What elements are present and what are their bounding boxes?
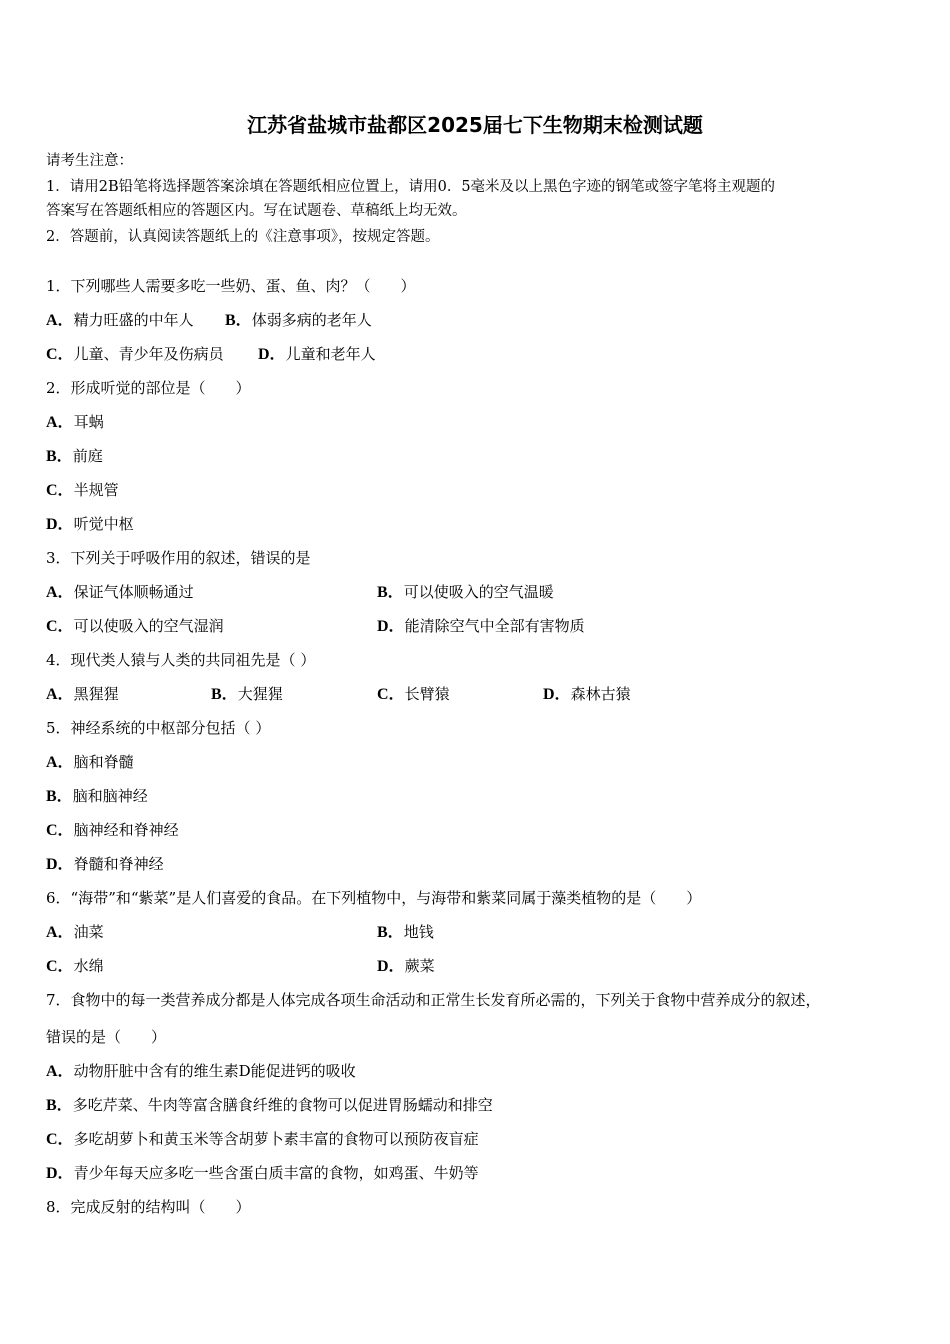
question-3-stem: 3．下列关于呼吸作用的叙述，错误的是 xyxy=(46,549,311,567)
q1-option-c xyxy=(46,344,224,365)
question-7-stem-cont: 错误的是（ ） xyxy=(46,1028,167,1046)
q4-option-d xyxy=(543,684,631,705)
option-text: 森林古猿 xyxy=(570,685,631,703)
q3-option-a xyxy=(46,582,194,603)
q7-option-d xyxy=(46,1163,479,1184)
option-letter: B． xyxy=(211,686,238,703)
q3-option-d xyxy=(377,616,585,637)
option-text: 脑神经和脊神经 xyxy=(73,821,179,839)
q4-option-a xyxy=(46,684,119,705)
option-letter: D． xyxy=(46,516,74,533)
option-text: 可以使吸入的空气湿润 xyxy=(73,617,224,635)
option-text: 多吃胡萝卜和黄玉米等含胡萝卜素丰富的食物可以预防夜盲症 xyxy=(73,1130,479,1148)
q6-option-a xyxy=(46,922,104,943)
option-letter: C． xyxy=(46,482,74,499)
option-letter: A． xyxy=(46,414,74,431)
q2-option-b xyxy=(46,446,103,467)
q1-option-d xyxy=(258,344,376,365)
option-letter: C． xyxy=(46,346,74,363)
option-text: 脑和脊髓 xyxy=(73,753,134,771)
q6-option-c xyxy=(46,956,104,977)
q1-option-a xyxy=(46,310,194,331)
option-letter: D． xyxy=(46,856,74,873)
option-text: 蕨菜 xyxy=(404,957,435,975)
option-text: 脑和脑神经 xyxy=(72,787,148,805)
option-text: 大猩猩 xyxy=(237,685,283,703)
option-text: 儿童、青少年及伤病员 xyxy=(73,345,224,363)
q5-option-c xyxy=(46,820,179,841)
q2-option-d xyxy=(46,514,134,535)
option-letter: D． xyxy=(46,1165,74,1182)
question-1-stem: 1．下列哪些人需要多吃一些奶、蛋、鱼、肉？（ ） xyxy=(46,277,416,295)
option-letter: B． xyxy=(377,584,404,601)
option-text: 青少年每天应多吃一些含蛋白质丰富的食物，如鸡蛋、牛奶等 xyxy=(73,1164,479,1182)
q3-option-c xyxy=(46,616,224,637)
option-text: 动物肝脏中含有的维生素D能促进钙的吸收 xyxy=(73,1062,356,1080)
q2-option-a xyxy=(46,412,104,433)
option-letter: D． xyxy=(258,346,286,363)
option-letter: A． xyxy=(46,584,74,601)
q4-option-c xyxy=(377,684,450,705)
q2-option-c xyxy=(46,480,119,501)
option-letter: B． xyxy=(225,312,252,329)
option-text: 长臂猿 xyxy=(404,685,450,703)
option-letter: A． xyxy=(46,754,74,771)
option-letter: C． xyxy=(46,822,74,839)
notice-item-1: 1．请用2B铅笔将选择题答案涂填在答题纸相应位置上，请用0．5毫米及以上黑色字迹的钢笔或签字笔将主观题的 xyxy=(46,179,776,195)
option-text: 地钱 xyxy=(403,923,434,941)
question-7-stem: 7．食物中的每一类营养成分都是人体完成各项生命活动和正常生长发育所必需的，下列关于食物中营养成分的叙述， xyxy=(46,991,821,1009)
q6-option-d xyxy=(377,956,435,977)
option-text: 多吃芹菜、牛肉等富含膳食纤维的食物可以促进胃肠蠕动和排空 xyxy=(72,1096,493,1114)
option-letter: D． xyxy=(543,686,571,703)
option-letter: C． xyxy=(46,1131,74,1148)
option-text: 油菜 xyxy=(73,923,104,941)
option-text: 保证气体顺畅通过 xyxy=(73,583,194,601)
q4-option-b xyxy=(211,684,283,705)
q5-option-b xyxy=(46,786,148,807)
option-text: 儿童和老年人 xyxy=(285,345,376,363)
option-letter: A． xyxy=(46,686,74,703)
q1-option-b xyxy=(225,310,372,331)
q7-option-b xyxy=(46,1095,493,1116)
option-letter: C． xyxy=(46,618,74,635)
question-4-stem: 4．现代类人猿与人类的共同祖先是（ ） xyxy=(46,651,316,669)
option-text: 水绵 xyxy=(73,957,104,975)
option-letter: B． xyxy=(46,448,73,465)
q5-option-a xyxy=(46,752,134,773)
question-6-stem: 6．“海带”和“紫菜”是人们喜爱的食品。在下列植物中，与海带和紫菜同属于藻类植物的是（ ） xyxy=(46,889,702,907)
page-title: 江苏省盐城市盐都区2025届七下生物期末检测试题 xyxy=(247,113,703,137)
option-letter: C． xyxy=(46,958,74,975)
question-8-stem: 8．完成反射的结构叫（ ） xyxy=(46,1198,251,1216)
option-letter: A． xyxy=(46,924,74,941)
option-letter: B． xyxy=(377,924,404,941)
option-letter: D． xyxy=(377,618,405,635)
option-letter: A． xyxy=(46,1063,74,1080)
option-text: 能清除空气中全部有害物质 xyxy=(404,617,585,635)
option-text: 精力旺盛的中年人 xyxy=(73,311,194,329)
notice-item-2: 2．答题前，认真阅读答题纸上的《注意事项》，按规定答题。 xyxy=(46,229,440,245)
option-text: 耳蜗 xyxy=(73,413,104,431)
q7-option-c xyxy=(46,1129,479,1150)
option-letter: B． xyxy=(46,1097,73,1114)
option-letter: B． xyxy=(46,788,73,805)
question-2-stem: 2．形成听觉的部位是（ ） xyxy=(46,379,251,397)
notice-item-1-cont: 答案写在答题纸相应的答题区内。写在试题卷、草稿纸上均无效。 xyxy=(46,203,467,219)
option-text: 可以使吸入的空气温暖 xyxy=(403,583,554,601)
option-letter: C． xyxy=(377,686,405,703)
option-text: 半规管 xyxy=(73,481,119,499)
option-text: 黑猩猩 xyxy=(73,685,119,703)
q7-option-a xyxy=(46,1061,356,1082)
option-letter: D． xyxy=(377,958,405,975)
option-letter: A． xyxy=(46,312,74,329)
option-text: 脊髓和脊神经 xyxy=(73,855,164,873)
option-text: 前庭 xyxy=(72,447,103,465)
option-text: 体弱多病的老年人 xyxy=(251,311,372,329)
q3-option-b xyxy=(377,582,554,603)
q5-option-d xyxy=(46,854,164,875)
question-5-stem: 5．神经系统的中枢部分包括（ ） xyxy=(46,719,271,737)
notice-heading: 请考生注意： xyxy=(46,153,133,169)
q6-option-b xyxy=(377,922,434,943)
option-text: 听觉中枢 xyxy=(73,515,134,533)
